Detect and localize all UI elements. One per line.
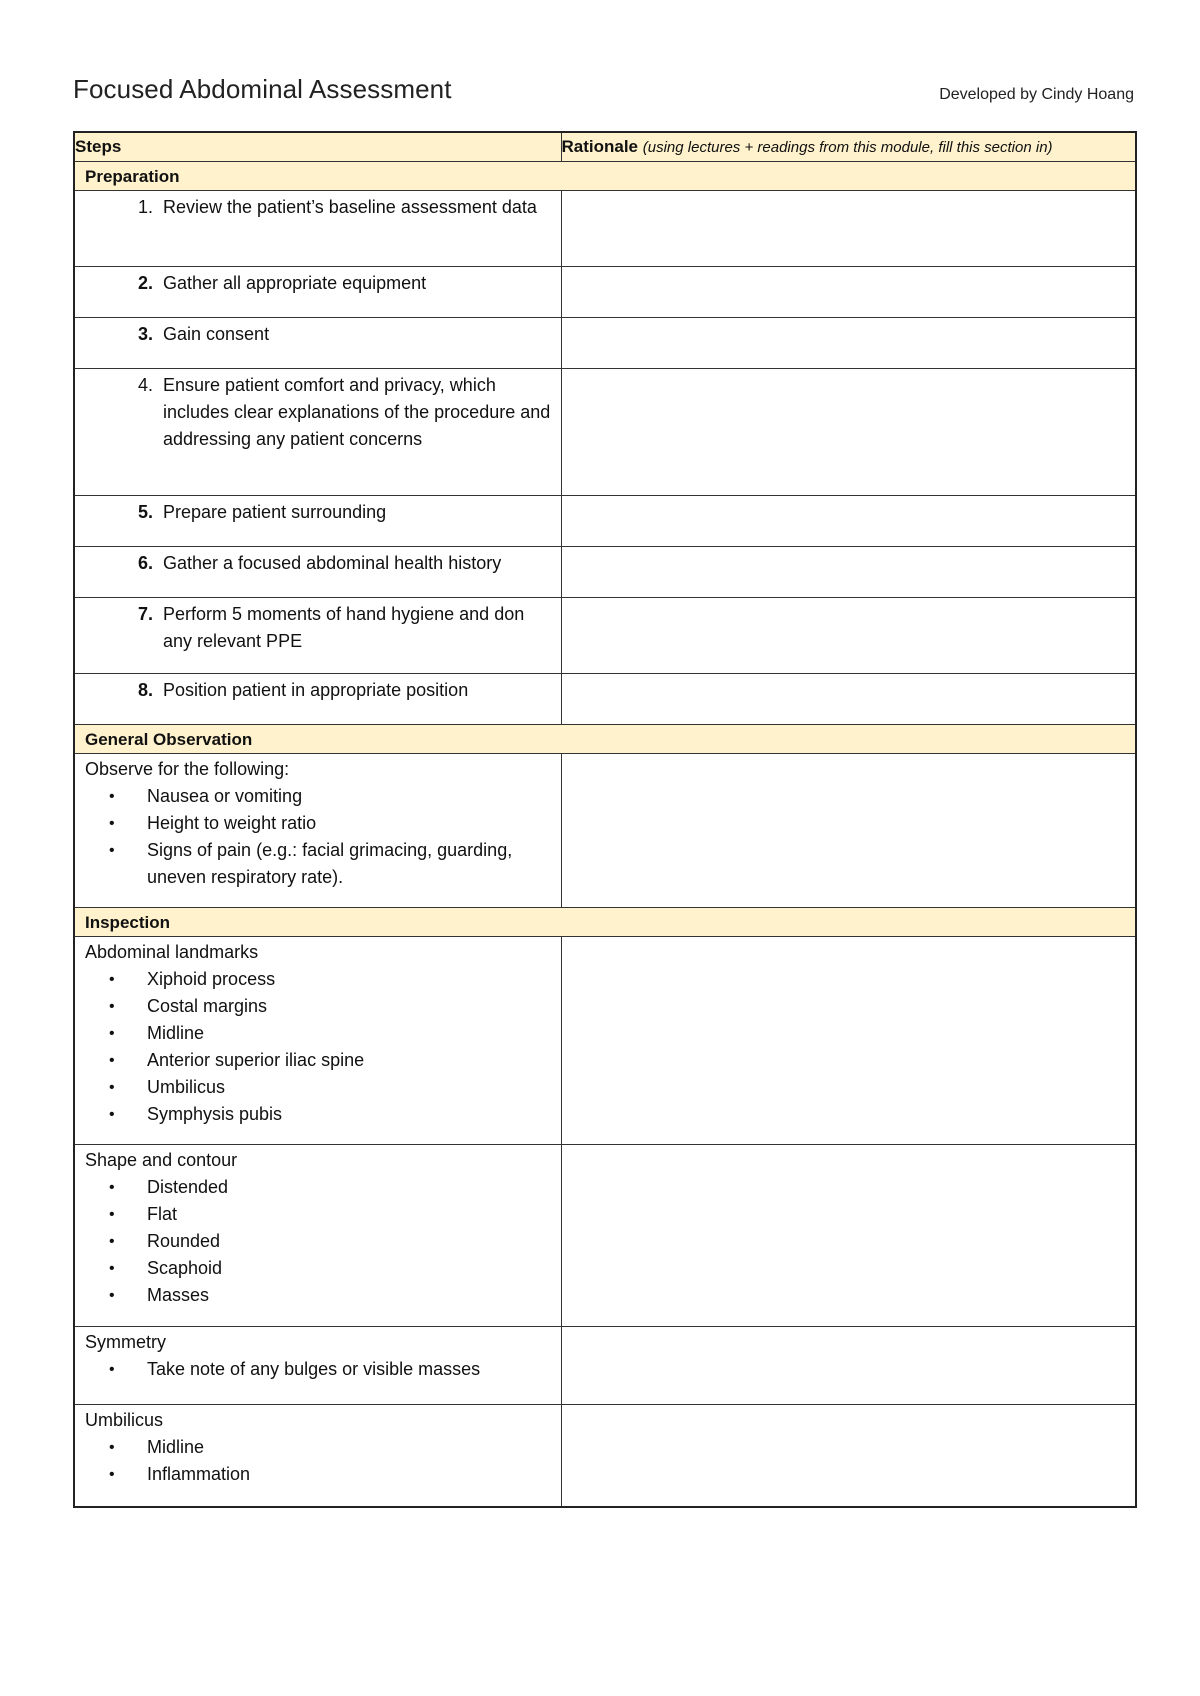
observation-list (85, 783, 551, 891)
group-heading: Shape and contour (85, 1150, 238, 1170)
bullet-icon: • (109, 971, 115, 988)
steps-column-header (74, 132, 561, 162)
list-item-text: Nausea or vomiting (147, 786, 303, 806)
step-number: 7. (137, 604, 153, 624)
rationale-cell[interactable] (561, 598, 1136, 674)
table-row (74, 674, 1136, 725)
step-number: 6. (137, 553, 153, 573)
group-heading: Symmetry (85, 1332, 166, 1352)
table-row (74, 937, 1136, 1145)
bullet-icon: • (109, 1287, 115, 1304)
section-title-general-observation: General Observation (74, 725, 1136, 754)
step-cell (74, 937, 561, 1145)
list-item-text: Distended (147, 1177, 229, 1197)
list-item (85, 1101, 551, 1128)
section-title-inspection: Inspection (74, 908, 1136, 937)
list-item-text: Flat (147, 1204, 178, 1224)
list-item (85, 837, 551, 891)
list-item (85, 1255, 551, 1282)
section-row-general-observation (74, 725, 1136, 754)
list-item (85, 993, 551, 1020)
step-cell (74, 1405, 561, 1507)
rationale-cell[interactable] (561, 674, 1136, 725)
bullet-icon: • (109, 1260, 115, 1277)
step-number: 1. (137, 197, 153, 217)
step-cell (74, 1327, 561, 1405)
step-number: 8. (137, 680, 153, 700)
step-cell (74, 369, 561, 496)
step-text: Ensure patient comfort and privacy, which includes clear explanations of the procedure and addressing any patient concerns (163, 375, 551, 449)
list-item (85, 1461, 551, 1488)
step-cell (74, 547, 561, 598)
step-cell (74, 191, 561, 267)
step-text: Gather all appropriate equipment (163, 273, 427, 293)
list-item (85, 783, 551, 810)
rationale-cell[interactable] (561, 318, 1136, 369)
rationale-cell[interactable] (561, 937, 1136, 1145)
rationale-cell[interactable] (561, 754, 1136, 908)
step-text: Gather a focused abdominal health history (163, 553, 502, 573)
document-author: Developed by Cindy Hoang (939, 86, 1134, 103)
list-item-text: Masses (147, 1285, 210, 1305)
rationale-cell[interactable] (561, 1405, 1136, 1507)
list-item-text: Signs of pain (e.g.: facial grimacing, guarding, uneven respiratory rate). (147, 840, 513, 887)
step-cell (74, 318, 561, 369)
bullet-icon: • (109, 1206, 115, 1223)
list-item (85, 1228, 551, 1255)
step-number: 3. (137, 324, 153, 344)
table-row (74, 496, 1136, 547)
list-item (85, 1282, 551, 1309)
bullet-icon: • (109, 1466, 115, 1483)
step-text: Prepare patient surrounding (163, 502, 387, 522)
table-row (74, 369, 1136, 496)
bullet-icon: • (109, 998, 115, 1015)
table-row (74, 191, 1136, 267)
list-item-text: Anterior superior iliac spine (147, 1050, 365, 1070)
step-number: 5. (137, 502, 153, 522)
list-item (85, 1074, 551, 1101)
table-row (74, 1405, 1136, 1507)
table-row (74, 318, 1136, 369)
rationale-cell[interactable] (561, 496, 1136, 547)
step-cell (74, 674, 561, 725)
list-item-text: Height to weight ratio (147, 813, 317, 833)
list-item (85, 810, 551, 837)
table-row (74, 1327, 1136, 1405)
rationale-header-note: (using lectures + readings from this module, fill this section in) (642, 139, 1053, 156)
bullet-icon: • (109, 1106, 115, 1123)
step-text: Gain consent (163, 324, 270, 344)
section-row-inspection (74, 908, 1136, 937)
rationale-cell[interactable] (561, 369, 1136, 496)
landmarks-list (85, 966, 551, 1128)
list-item (85, 1174, 551, 1201)
list-item-text: Rounded (147, 1231, 221, 1251)
assessment-table (73, 131, 1137, 1508)
step-cell (74, 267, 561, 318)
bullet-icon: • (109, 1179, 115, 1196)
rationale-cell[interactable] (561, 1327, 1136, 1405)
list-item (85, 1356, 551, 1383)
step-number: 2. (137, 273, 153, 293)
table-row (74, 598, 1136, 674)
bullet-icon: • (109, 1361, 115, 1378)
document-title: Focused Abdominal Assessment (73, 74, 452, 104)
list-item-text: Midline (147, 1023, 205, 1043)
list-item-text: Midline (147, 1437, 205, 1457)
step-cell (74, 1145, 561, 1327)
table-row (74, 547, 1136, 598)
rationale-cell[interactable] (561, 547, 1136, 598)
section-row-preparation (74, 162, 1136, 191)
list-item-text: Symphysis pubis (147, 1104, 283, 1124)
list-item (85, 1047, 551, 1074)
symmetry-list (85, 1356, 551, 1383)
step-text: Perform 5 moments of hand hygiene and don any relevant PPE (163, 604, 525, 651)
bullet-icon: • (109, 815, 115, 832)
table-row (74, 754, 1136, 908)
table-row (74, 267, 1136, 318)
list-item-text: Take note of any bulges or visible masses (147, 1359, 481, 1379)
group-heading: Umbilicus (85, 1410, 164, 1430)
table-header-row (74, 132, 1136, 162)
list-item-text: Costal margins (147, 996, 268, 1016)
shape-list (85, 1174, 551, 1309)
steps-header-label: Steps (75, 137, 122, 156)
bullet-icon: • (109, 788, 115, 805)
list-item-text: Scaphoid (147, 1258, 223, 1278)
section-title-preparation: Preparation (74, 162, 1136, 191)
step-text: Review the patient’s baseline assessment data (163, 197, 537, 217)
group-heading: Abdominal landmarks (85, 942, 259, 962)
list-item (85, 966, 551, 993)
list-item (85, 1201, 551, 1228)
list-item (85, 1020, 551, 1047)
bullet-icon: • (109, 1079, 115, 1096)
step-cell (74, 496, 561, 547)
observation-intro: Observe for the following: (85, 759, 290, 779)
bullet-icon: • (109, 1025, 115, 1042)
bullet-icon: • (109, 1439, 115, 1456)
list-item-text: Inflammation (147, 1464, 251, 1484)
umbilicus-list (85, 1434, 551, 1488)
step-cell (74, 598, 561, 674)
rationale-cell[interactable] (561, 191, 1136, 267)
step-text: Position patient in appropriate position (163, 680, 469, 700)
step-cell (74, 754, 561, 908)
table-row (74, 1145, 1136, 1327)
list-item-text: Umbilicus (147, 1077, 226, 1097)
list-item (85, 1434, 551, 1461)
bullet-icon: • (109, 1233, 115, 1250)
rationale-cell[interactable] (561, 267, 1136, 318)
rationale-header-label: Rationale (561, 137, 639, 156)
rationale-cell[interactable] (561, 1145, 1136, 1327)
rationale-column-header (561, 132, 1136, 162)
bullet-icon: • (109, 1052, 115, 1069)
step-number: 4. (137, 375, 153, 395)
list-item-text: Xiphoid process (147, 969, 276, 989)
bullet-icon: • (109, 842, 115, 859)
